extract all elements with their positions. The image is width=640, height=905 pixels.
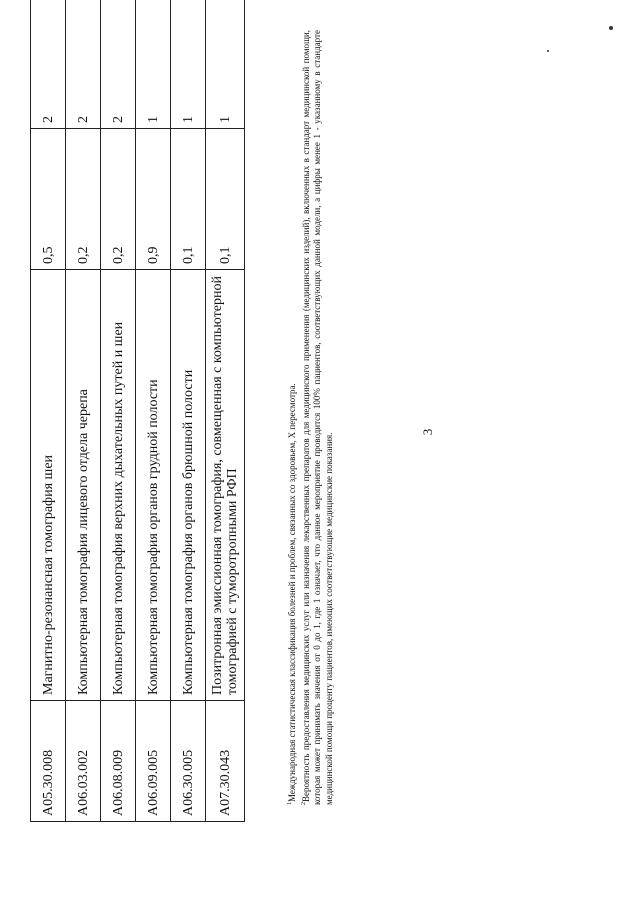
row-name: Магнитно-резонансная томография шеи bbox=[31, 270, 66, 701]
services-table-body bbox=[31, 0, 245, 822]
row-code: A05.30.008 bbox=[31, 701, 66, 822]
table-row bbox=[206, 0, 245, 822]
services-table bbox=[30, 0, 245, 822]
row-name: Компьютерная томография верхних дыхательных путей и шеи bbox=[101, 270, 136, 701]
row-frequency: 0,5 bbox=[31, 129, 66, 270]
row-multiplicity: 2 bbox=[31, 0, 66, 129]
rotated-page bbox=[20, 30, 580, 870]
row-code: A07.30.043 bbox=[206, 701, 245, 822]
row-multiplicity: 2 bbox=[101, 0, 136, 129]
table-row bbox=[31, 0, 66, 822]
row-code: A06.09.005 bbox=[136, 701, 171, 822]
table-row bbox=[101, 0, 136, 822]
footnotes bbox=[285, 30, 335, 825]
footnote-2: $^2$Вероятность предоставления медицинских услуг или назначения лекарственных препаратов для медицинского применения (медицинских изделий), включенных в стандарт медицинской помощи, которая может принимать значения от 0 до 1, где 1 означает, что данное мероприятие проводится 100% пациентов, соответствующих данной модели, а цифры менее 1 - указанному в стандарте медицинской помощи проценту пациентов, имеющих соответствующие медицинские показания. bbox=[300, 30, 334, 805]
row-multiplicity: 2 bbox=[66, 0, 101, 129]
row-code: A06.08.009 bbox=[101, 701, 136, 822]
row-frequency: 0,1 bbox=[206, 129, 245, 270]
row-frequency: 0,2 bbox=[101, 129, 136, 270]
row-code: A06.30.005 bbox=[171, 701, 206, 822]
row-code: A06.03.002 bbox=[66, 701, 101, 822]
table-row bbox=[171, 0, 206, 822]
row-name: Компьютерная томография лицевого отдела черепа bbox=[66, 270, 101, 701]
row-multiplicity: 1 bbox=[136, 0, 171, 129]
row-frequency: 0,2 bbox=[66, 129, 101, 270]
footnote-1: $^1$Международная статистическая классификация болезней и проблем, связанных со здоровьем, X пересмотра. bbox=[287, 383, 297, 805]
row-multiplicity: 1 bbox=[171, 0, 206, 129]
row-name: Компьютерная томография органов грудной полости bbox=[136, 270, 171, 701]
row-frequency: 0,1 bbox=[171, 129, 206, 270]
table-row bbox=[136, 0, 171, 822]
row-frequency: 0,9 bbox=[136, 129, 171, 270]
row-name: Позитронная эмиссионная томография, совмещенная с компьютерной томографией с туморотропными РФП bbox=[206, 270, 245, 701]
page-number: 3 bbox=[420, 428, 435, 436]
scan-speck bbox=[609, 26, 613, 30]
row-multiplicity: 1 bbox=[206, 0, 245, 129]
table-row bbox=[66, 0, 101, 822]
row-name: Компьютерная томография органов брюшной полости bbox=[171, 270, 206, 701]
